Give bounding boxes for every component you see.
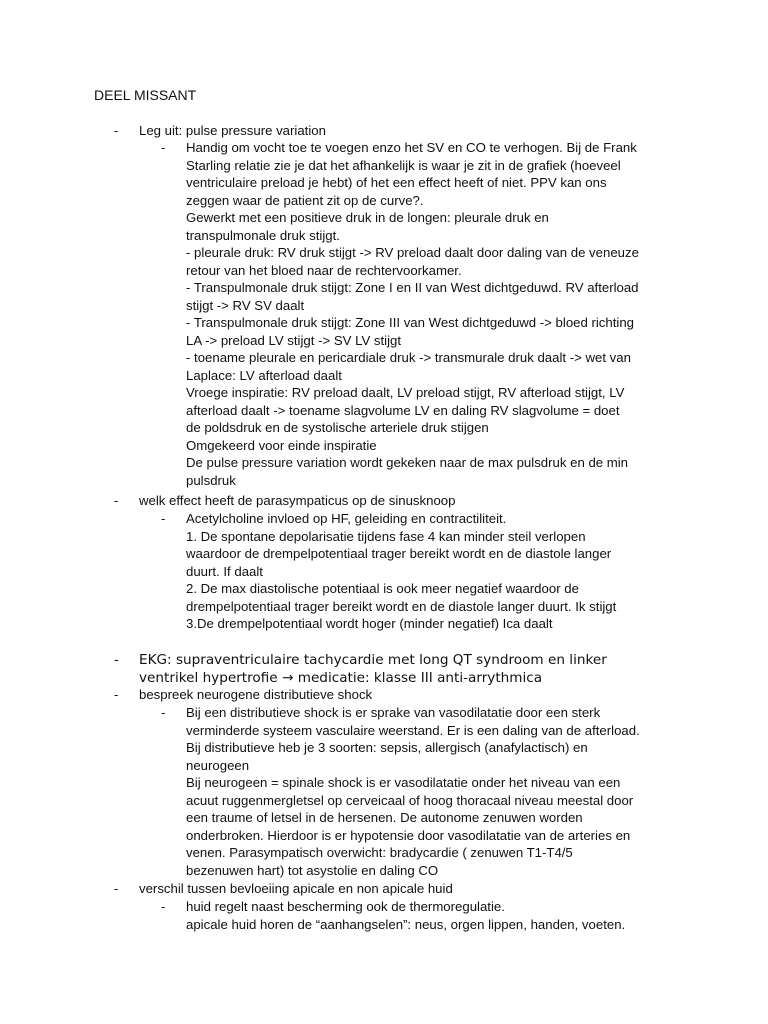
answer-5 — [161, 898, 686, 933]
question-5-label: verschil tussen bevloeiing apicale en non apicale huid — [139, 881, 453, 896]
list-dash: - — [161, 140, 166, 155]
question-4-label: bespreek neurogene distributieve shock — [139, 687, 373, 702]
answer-line: Omgekeerd voor einde inspiratie — [186, 437, 377, 453]
answer-line: ventriculaire preload je hebt) of het een effect heeft of niet. PPV kan ons — [186, 175, 607, 190]
question-3-line: EKG: supraventriculaire tachycardie met long QT syndroom en linker — [139, 652, 607, 668]
answer-line: neurogeen — [186, 757, 250, 773]
answer-line: transpulmonale druk stijgt. — [186, 227, 340, 243]
list-dash: - — [161, 899, 166, 914]
document-title: DEEL MISSANT — [94, 87, 197, 103]
answer-line: stijgt -> RV SV daalt — [186, 297, 305, 313]
answer-line: - toename pleurale en pericardiale druk -> transmurale druk daalt -> wet van — [186, 350, 631, 365]
answer-line: drempelpotentiaal trager bereikt wordt en de diastole langer duurt. Ik stijgt — [186, 598, 617, 614]
list-dash: - — [114, 687, 119, 702]
question-5 — [114, 880, 699, 898]
answer-line: zeggen waar de patient zit op de curve?. — [186, 192, 424, 208]
answer-line: retour van het bloed naar de rechtervoorkamer. — [186, 262, 462, 278]
answer-line: Vroege inspiratie: RV preload daalt, LV preload stijgt, RV afterload stijgt, LV — [186, 385, 625, 400]
answer-line: Bij distributieve heb je 3 soorten: sepsis, allergisch (anafylactisch) en — [186, 740, 588, 755]
answer-line: Bij neurogeen = spinale shock is er vasodilatatie onder het niveau van een — [186, 775, 621, 790]
list-dash: - — [114, 493, 119, 508]
answer-line: Laplace: LV afterload daalt — [186, 367, 342, 383]
answer-4 — [161, 704, 686, 879]
answer-line: Gewerkt met een positieve druk in de longen: pleurale druk en — [186, 210, 549, 225]
answer-line: - pleurale druk: RV druk stijgt -> RV preload daalt door daling van de veneuze — [186, 245, 639, 260]
answer-line: Bij een distributieve shock is er sprake van vasodilatatie door een sterk — [186, 705, 601, 720]
list-dash: - — [161, 705, 166, 720]
answer-line: 1. De spontane depolarisatie tijdens fase 4 kan minder steil verlopen — [186, 528, 586, 544]
list-dash: - — [114, 881, 119, 896]
answer-line: verminderde systeem vasculaire weerstand. Er is een daling van de afterload. — [186, 722, 640, 738]
question-2-label: welk effect heeft de parasympaticus op de sinusknoop — [139, 493, 456, 508]
answer-line: venen. Parasympatisch overwicht: bradycardie ( zenuwen T1-T4/5 — [186, 845, 573, 860]
answer-1 — [161, 139, 686, 489]
question-3-line: ventrikel hypertrofie → medicatie: klasse III anti-arrythmica — [139, 670, 543, 686]
question-1 — [114, 122, 699, 140]
answer-line: pulsdruk — [186, 472, 236, 488]
answer-2 — [161, 510, 686, 633]
answer-line: LA -> preload LV stijgt -> SV LV stijgt — [186, 332, 402, 348]
question-4 — [114, 686, 699, 704]
answer-line: Acetylcholine invloed op HF, geleiding en contractiliteit. — [186, 511, 507, 526]
list-dash: - — [114, 652, 119, 668]
answer-line: 3.De drempelpotentiaal wordt hoger (minder negatief) Ica daalt — [186, 616, 553, 631]
answer-line: De pulse pressure variation wordt gekeken naar de max pulsdruk en de min — [186, 455, 629, 470]
answer-line: duurt. If daalt — [186, 563, 263, 579]
answer-line: de poldsdruk en de systolische arteriele druk stijgen — [186, 420, 489, 435]
answer-line: - Transpulmonale druk stijgt: Zone I en II van West dichtgeduwd. RV afterload — [186, 280, 639, 295]
answer-line: Starling relatie zie je dat het afhankelijk is waar je zit in de grafiek (hoeveel — [186, 157, 621, 173]
question-3 — [114, 651, 699, 687]
answer-line: apicale huid horen de “aanhangselen”: neus, orgen lippen, handen, voeten. — [186, 916, 626, 932]
answer-line: afterload daalt -> toename slagvolume LV en daling RV slagvolume = doet — [186, 402, 620, 418]
answer-line: 2. De max diastolische potentiaal is ook meer negatief waardoor de — [186, 581, 579, 596]
answer-line: bezenuwen hart) tot asystolie en daling CO — [186, 862, 439, 878]
list-dash: - — [114, 123, 119, 138]
answer-line: een traume of letsel in de hersenen. De autonome zenuwen worden — [186, 810, 583, 825]
answer-line: onderbroken. Hierdoor is er hypotensie door vasodilatatie van de arteries en — [186, 827, 631, 843]
answer-line: waardoor de drempelpotentiaal trager bereikt wordt en de diastole langer — [186, 546, 612, 561]
list-dash: - — [161, 511, 166, 526]
answer-line: huid regelt naast bescherming ook de thermoregulatie. — [186, 899, 505, 914]
answer-line: - Transpulmonale druk stijgt: Zone III van West dichtgeduwd -> bloed richting — [186, 315, 634, 330]
answer-line: acuut ruggenmergletsel op cerveicaal of hoog thoracaal niveau meestal door — [186, 792, 634, 808]
question-1-label: Leg uit: pulse pressure variation — [139, 123, 326, 138]
answer-line: Handig om vocht toe te voegen enzo het SV en CO te verhogen. Bij de Frank — [186, 140, 637, 155]
question-2 — [114, 492, 699, 510]
